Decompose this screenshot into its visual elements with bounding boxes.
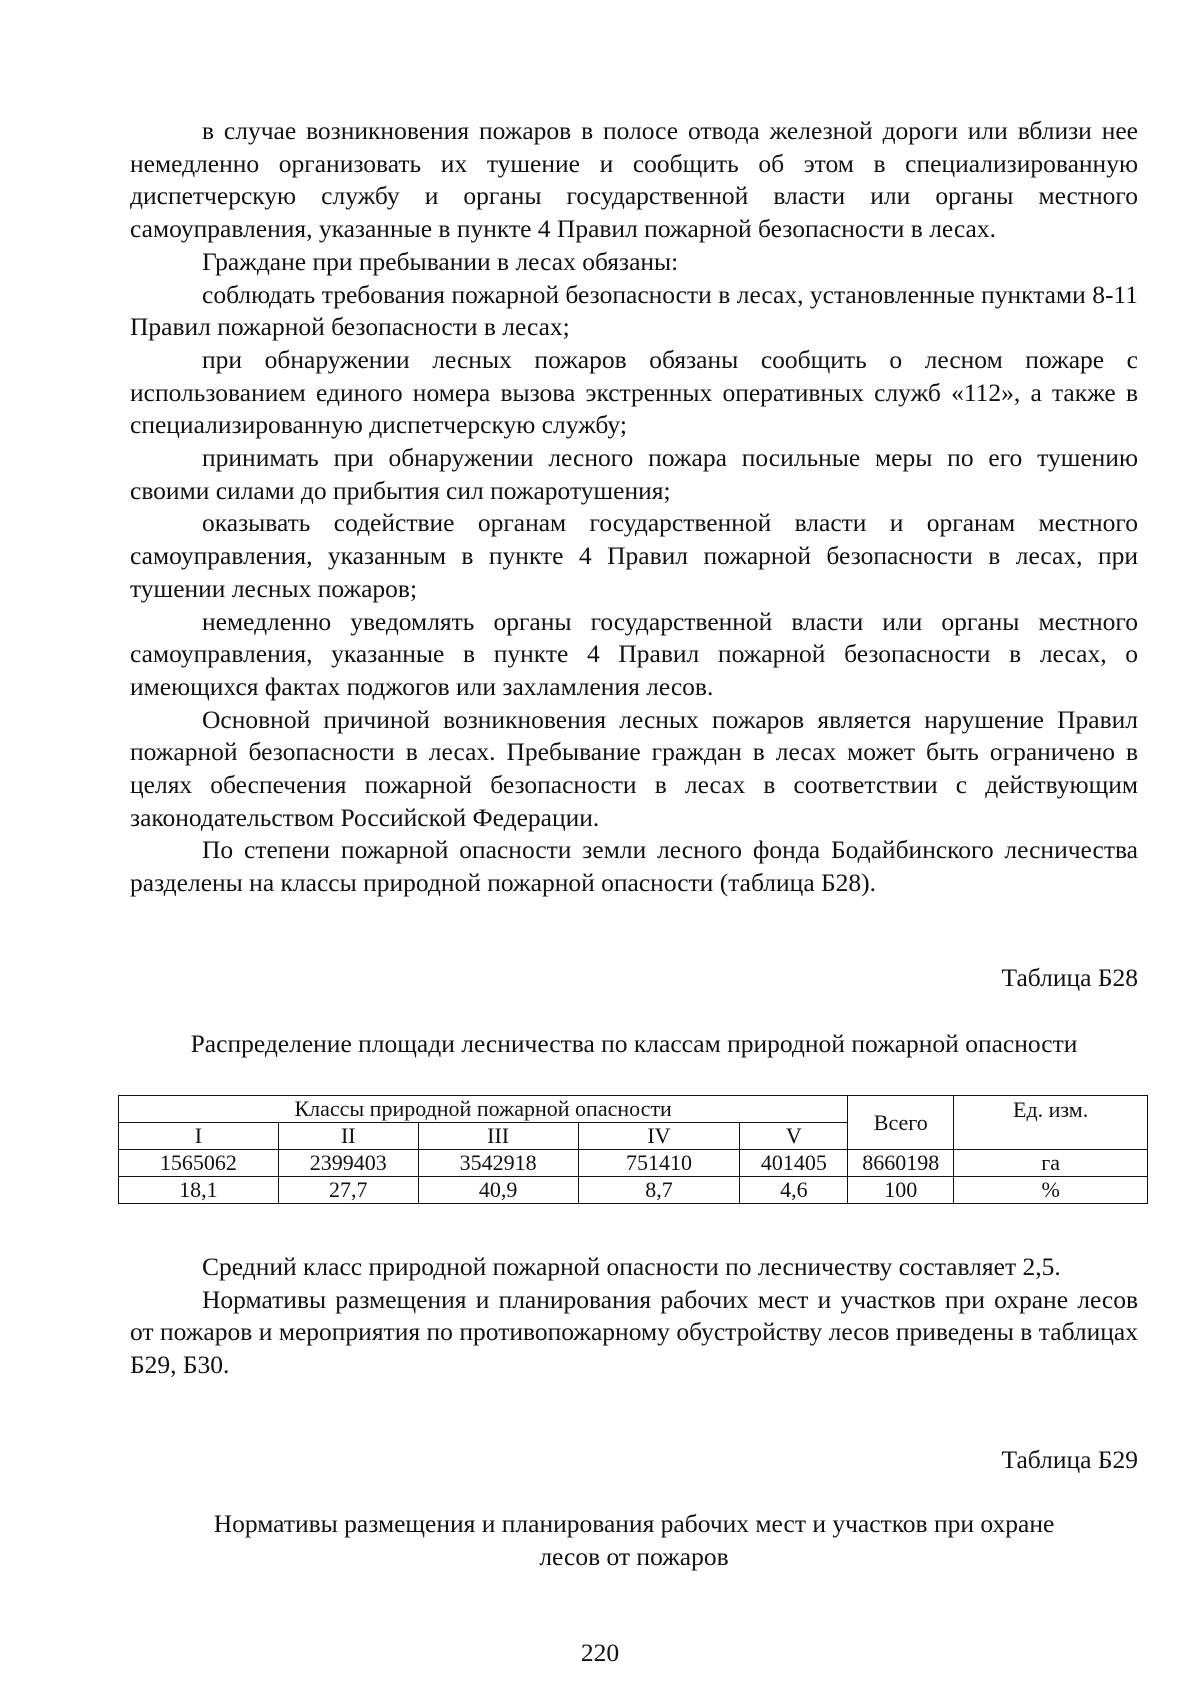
total-header: Всего <box>848 1096 954 1150</box>
paragraph-comply-requirements: соблюдать требования пожарной безопасности в лесах, установленные пунктами 8-11 Правил пожарной безопасности в лесах; <box>130 279 1138 342</box>
classes-group-header: Классы природной пожарной опасности <box>119 1096 848 1123</box>
paragraph-norms-reference: Нормативы размещения и планирования рабочих мест и участков при охране лесов от пожаров и мероприятия по противопожарному обустройству лесов приведены в таблицах Б29, Б30. <box>130 1284 1138 1380</box>
table-cell-unit: % <box>954 1177 1148 1204</box>
body-text-top <box>130 115 1138 900</box>
table-cell-total: 8660198 <box>848 1150 954 1177</box>
table-cell: 40,9 <box>418 1177 578 1204</box>
table-b28-title: Распределение площади лесничества по классам природной пожарной опасности <box>190 1029 1078 1058</box>
body-text-bottom <box>130 1251 1138 1382</box>
class-header: II <box>278 1123 418 1150</box>
paragraph-report-fire: при обнаружении лесных пожаров обязаны сообщить о лесном пожаре с использованием единого номера вызова экстренных оперативных служб «112», а также в специализированную диспетчерскую службу; <box>130 344 1138 440</box>
table-cell: 1565062 <box>119 1150 279 1177</box>
table-b29-title <box>130 1508 1138 1573</box>
table-row <box>119 1177 1148 1204</box>
unit-header: Ед. изм. <box>954 1096 1148 1150</box>
paragraph-assist-authorities: оказывать содействие органам государственной власти и органам местного самоуправления, указанным в пункте 4 Правил пожарной безопасности в лесах, при тушении лесных пожаров; <box>130 508 1138 603</box>
class-header: IV <box>578 1123 740 1150</box>
paragraph-main-cause: Основной причиной возникновения лесных пожаров является нарушение Правил пожарной безопасности в лесах. Пребывание граждан в лесах может быть ограничено в целях обеспечения пожарной безопасности в лесах в соответствии с действующим законодательством Российской Федерации. <box>130 704 1138 832</box>
paragraph-extinguish-measures: принимать при обнаружении лесного пожара посильные меры по его тушению своими силами до прибытия сил пожаротушения; <box>130 443 1138 505</box>
table-cell: 18,1 <box>119 1177 279 1204</box>
class-header: I <box>119 1123 279 1150</box>
paragraph-fire-danger-classes: По степени пожарной опасности земли лесного фонда Бодайбинского лесничества разделены на классы природной пожарной опасности (таблица Б28). <box>130 835 1138 898</box>
paragraph-notify-arson: немедленно уведомлять органы государственной власти или органы местного самоуправления, указанные в пункте 4 Правил пожарной безопасности в лесах, о имеющихся фактах поджогов или захламления лесов. <box>130 606 1138 701</box>
table-cell: 27,7 <box>278 1177 418 1204</box>
class-header: V <box>740 1123 848 1150</box>
paragraph-railway-fires: в случае возникновения пожаров в полосе отвода железной дороги или вблизи нее немедленно организовать их тушение и сообщить об этом в специализированную диспетчерскую службу и органы государственной власти или органы местного самоуправления, указанные в пункте 4 Правил пожарной безопасности в лесах. <box>130 116 1138 244</box>
fire-danger-classes-table <box>118 1095 1148 1204</box>
table-cell: 4,6 <box>740 1177 848 1204</box>
table-cell: 3542918 <box>418 1150 578 1177</box>
table-cell-total: 100 <box>848 1177 954 1204</box>
table-cell: 401405 <box>740 1150 848 1177</box>
table-row <box>119 1150 1148 1177</box>
table-cell: 8,7 <box>578 1177 740 1204</box>
paragraph-average-class: Средний класс природной пожарной опасности по лесничеству составляет 2,5. <box>202 1252 1061 1281</box>
table-b28-label: Таблица Б28 <box>1001 963 1138 992</box>
table-cell: 2399403 <box>278 1150 418 1177</box>
table-b29-title-line: лесов от пожаров <box>539 1541 729 1571</box>
table-cell-unit: га <box>954 1150 1148 1177</box>
paragraph-citizens-obliged: Граждане при пребывании в лесах обязаны: <box>202 246 679 276</box>
table-b29-label: Таблица Б29 <box>1001 1445 1138 1474</box>
table-header-row <box>119 1096 1148 1123</box>
table-cell: 751410 <box>578 1150 740 1177</box>
class-header: III <box>418 1123 578 1150</box>
table-b29-title-line: Нормативы размещения и планирования рабочих мест и участков при охране <box>213 1509 1055 1538</box>
page-number: 220 <box>580 1638 620 1667</box>
